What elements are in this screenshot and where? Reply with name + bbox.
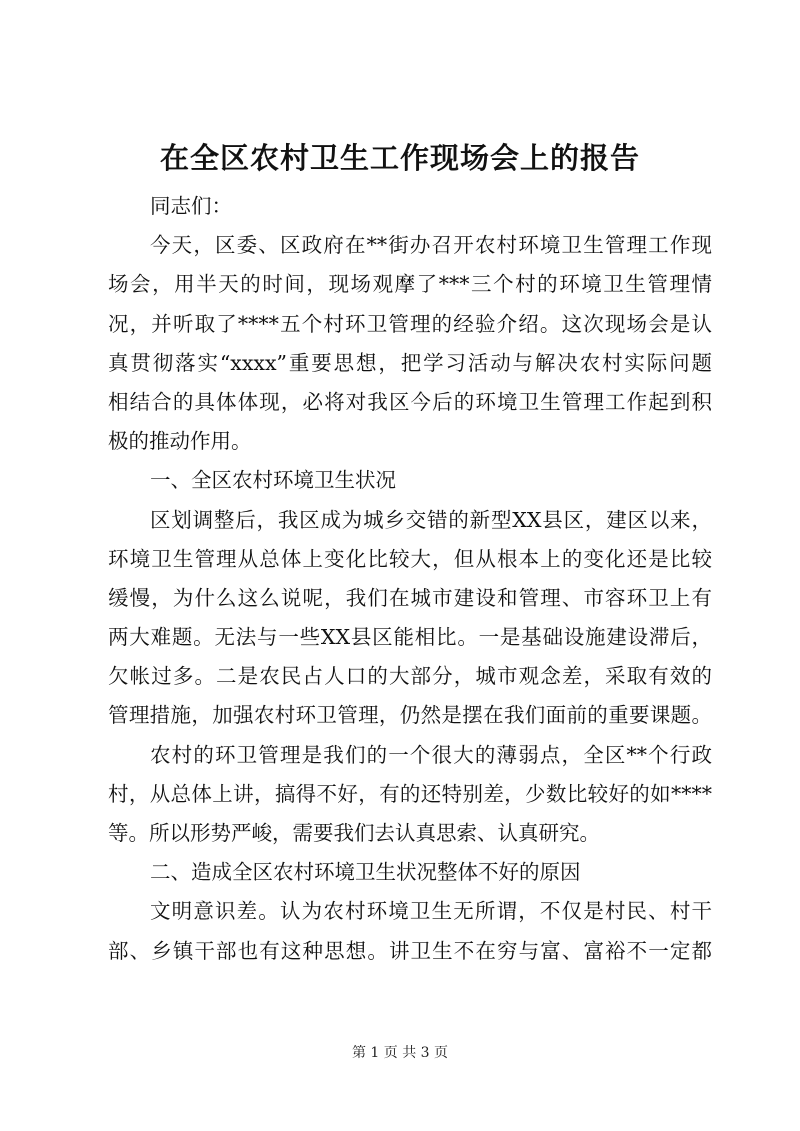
page-footer: 第 1 页 共 3 页: [351, 1045, 449, 1061]
paragraph-line: 村，从总体上讲，搞得不好，有的还特别差，少数比较好的如****: [108, 781, 712, 806]
paragraph-line: 等。所以形势严峻，需要我们去认真思索、认真研究。: [108, 821, 600, 845]
paragraph-line: 相结合的具体体现，必将对我区今后的环境卫生管理工作起到积: [108, 389, 712, 414]
paragraph-line: 文明意识差。认为农村环境卫生无所谓，不仅是村民、村干: [150, 899, 712, 924]
paragraph-line: 极的推动作用。: [108, 429, 252, 454]
paragraph-line: 况，并听取了****五个村环卫管理的经验介绍。这次现场会是认: [108, 311, 712, 336]
paragraph-line: 两大难题。无法与一些XX县区能相比。一是基础设施建设滞后，: [108, 625, 712, 650]
salutation-line: 同志们：: [150, 194, 232, 218]
paragraph-line: 场会，用半天的时间，现场观摩了***三个村的环境卫生管理情: [108, 272, 712, 297]
paragraph-line: 缓慢，为什么这么说呢，我们在城市建设和管理、市容环卫上有: [108, 585, 712, 610]
paragraph-line: 真贯彻落实“xxxx”重要思想，把学习活动与解决农村实际问题: [108, 350, 712, 375]
paragraph-line: 环境卫生管理从总体上变化比较大，但从根本上的变化还是比较: [108, 546, 712, 571]
paragraph-line: 今天，区委、区政府在**街办召开农村环境卫生管理工作现: [150, 233, 712, 258]
paragraph-line: 农村的环卫管理是我们的一个很大的薄弱点，全区**个行政: [150, 742, 712, 767]
paragraph-line: 管理措施，加强农村环卫管理，仍然是摆在我们面前的重要课题。: [108, 703, 712, 728]
section-heading: 二、造成全区农村环境卫生状况整体不好的原因: [150, 860, 581, 885]
page-title: 在全区农村卫生工作现场会上的报告: [159, 141, 640, 175]
body-text: [108, 187, 712, 971]
paragraph-line: 部、乡镇干部也有这种思想。讲卫生不在穷与富、富裕不一定都: [108, 938, 712, 963]
section-heading: 一、全区农村环境卫生状况: [150, 468, 396, 493]
paragraph-line: 欠帐过多。二是农民占人口的大部分，城市观念差，采取有效的: [108, 664, 712, 689]
paragraph-line: 区划调整后，我区成为城乡交错的新型XX县区，建区以来，: [150, 507, 712, 532]
